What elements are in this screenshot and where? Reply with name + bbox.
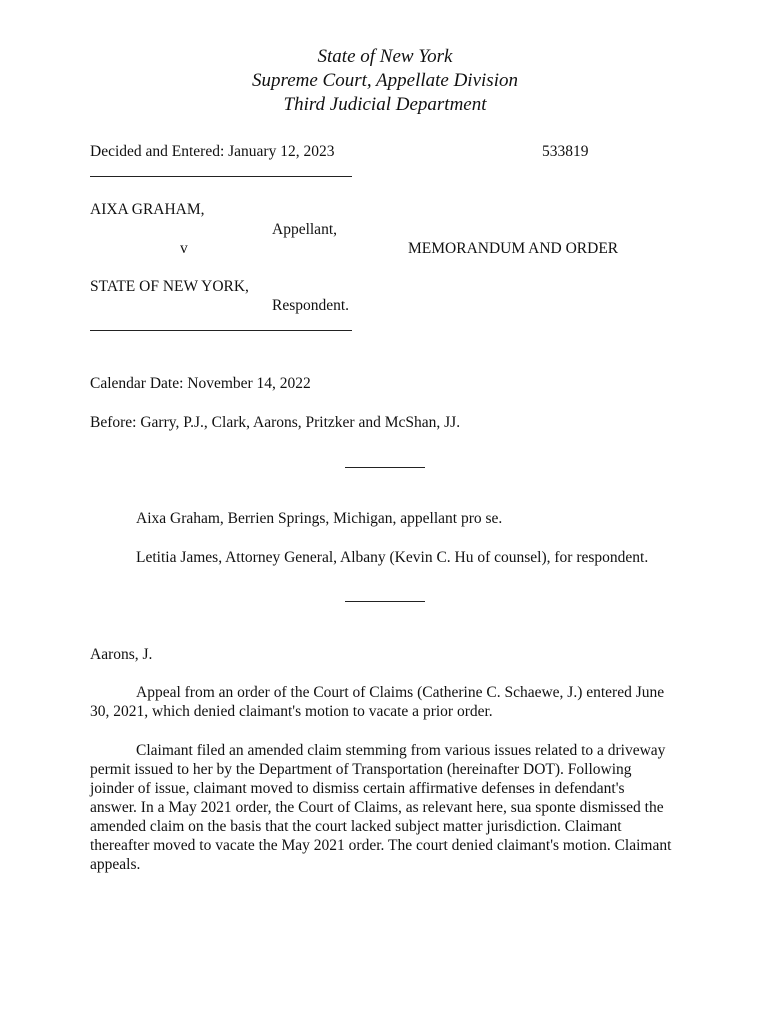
counsel-respondent: Letitia James, Attorney General, Albany (Kevin C. Hu of counsel), for respondent. bbox=[136, 549, 649, 566]
case-number: 533819 bbox=[542, 143, 589, 160]
separator-rule-1 bbox=[345, 467, 425, 468]
opinion-author: Aarons, J. bbox=[90, 646, 153, 663]
appellant-name: AIXA GRAHAM, bbox=[90, 201, 205, 218]
caption-rule-bottom bbox=[90, 330, 352, 331]
opinion-paragraph-2: Claimant filed an amended claim stemming from various issues related to a driveway permit issued to her by the Department of Transportation (hereinafter DOT). Following joinder of issue, claimant moved to dismiss certain affirmative defenses in defendant's answer. In a May 2021 order, the Court of Claims, as relevant here, sua sponte dismissed the amended claim on the basis that the court lacked subject matter jurisdiction. Claimant thereafter moved to vacate the May 2021 order. The court denied claimant's motion. Claimant appeals. bbox=[90, 742, 672, 873]
caption-rule-top bbox=[90, 176, 352, 177]
court-name: Supreme Court, Appellate Division bbox=[252, 70, 518, 91]
appellant-role: Appellant, bbox=[272, 221, 337, 238]
calendar-date: Calendar Date: November 14, 2022 bbox=[90, 375, 311, 392]
versus: v bbox=[180, 240, 188, 257]
respondent-role: Respondent. bbox=[272, 297, 350, 314]
respondent-name: STATE OF NEW YORK, bbox=[90, 278, 249, 295]
court-state: State of New York bbox=[317, 46, 453, 67]
counsel-appellant: Aixa Graham, Berrien Springs, Michigan, appellant pro se. bbox=[136, 510, 503, 527]
panel-before: Before: Garry, P.J., Clark, Aarons, Pritzker and McShan, JJ. bbox=[90, 414, 461, 431]
opinion-paragraph-1: Appeal from an order of the Court of Claims (Catherine C. Schaewe, J.) entered June 30, 2021, which denied claimant's motion to vacate a prior order. bbox=[90, 684, 665, 720]
decided-date: Decided and Entered: January 12, 2023 bbox=[90, 143, 335, 160]
court-department: Third Judicial Department bbox=[283, 94, 487, 115]
document-type: MEMORANDUM AND ORDER bbox=[408, 240, 619, 257]
separator-rule-2 bbox=[345, 601, 425, 602]
